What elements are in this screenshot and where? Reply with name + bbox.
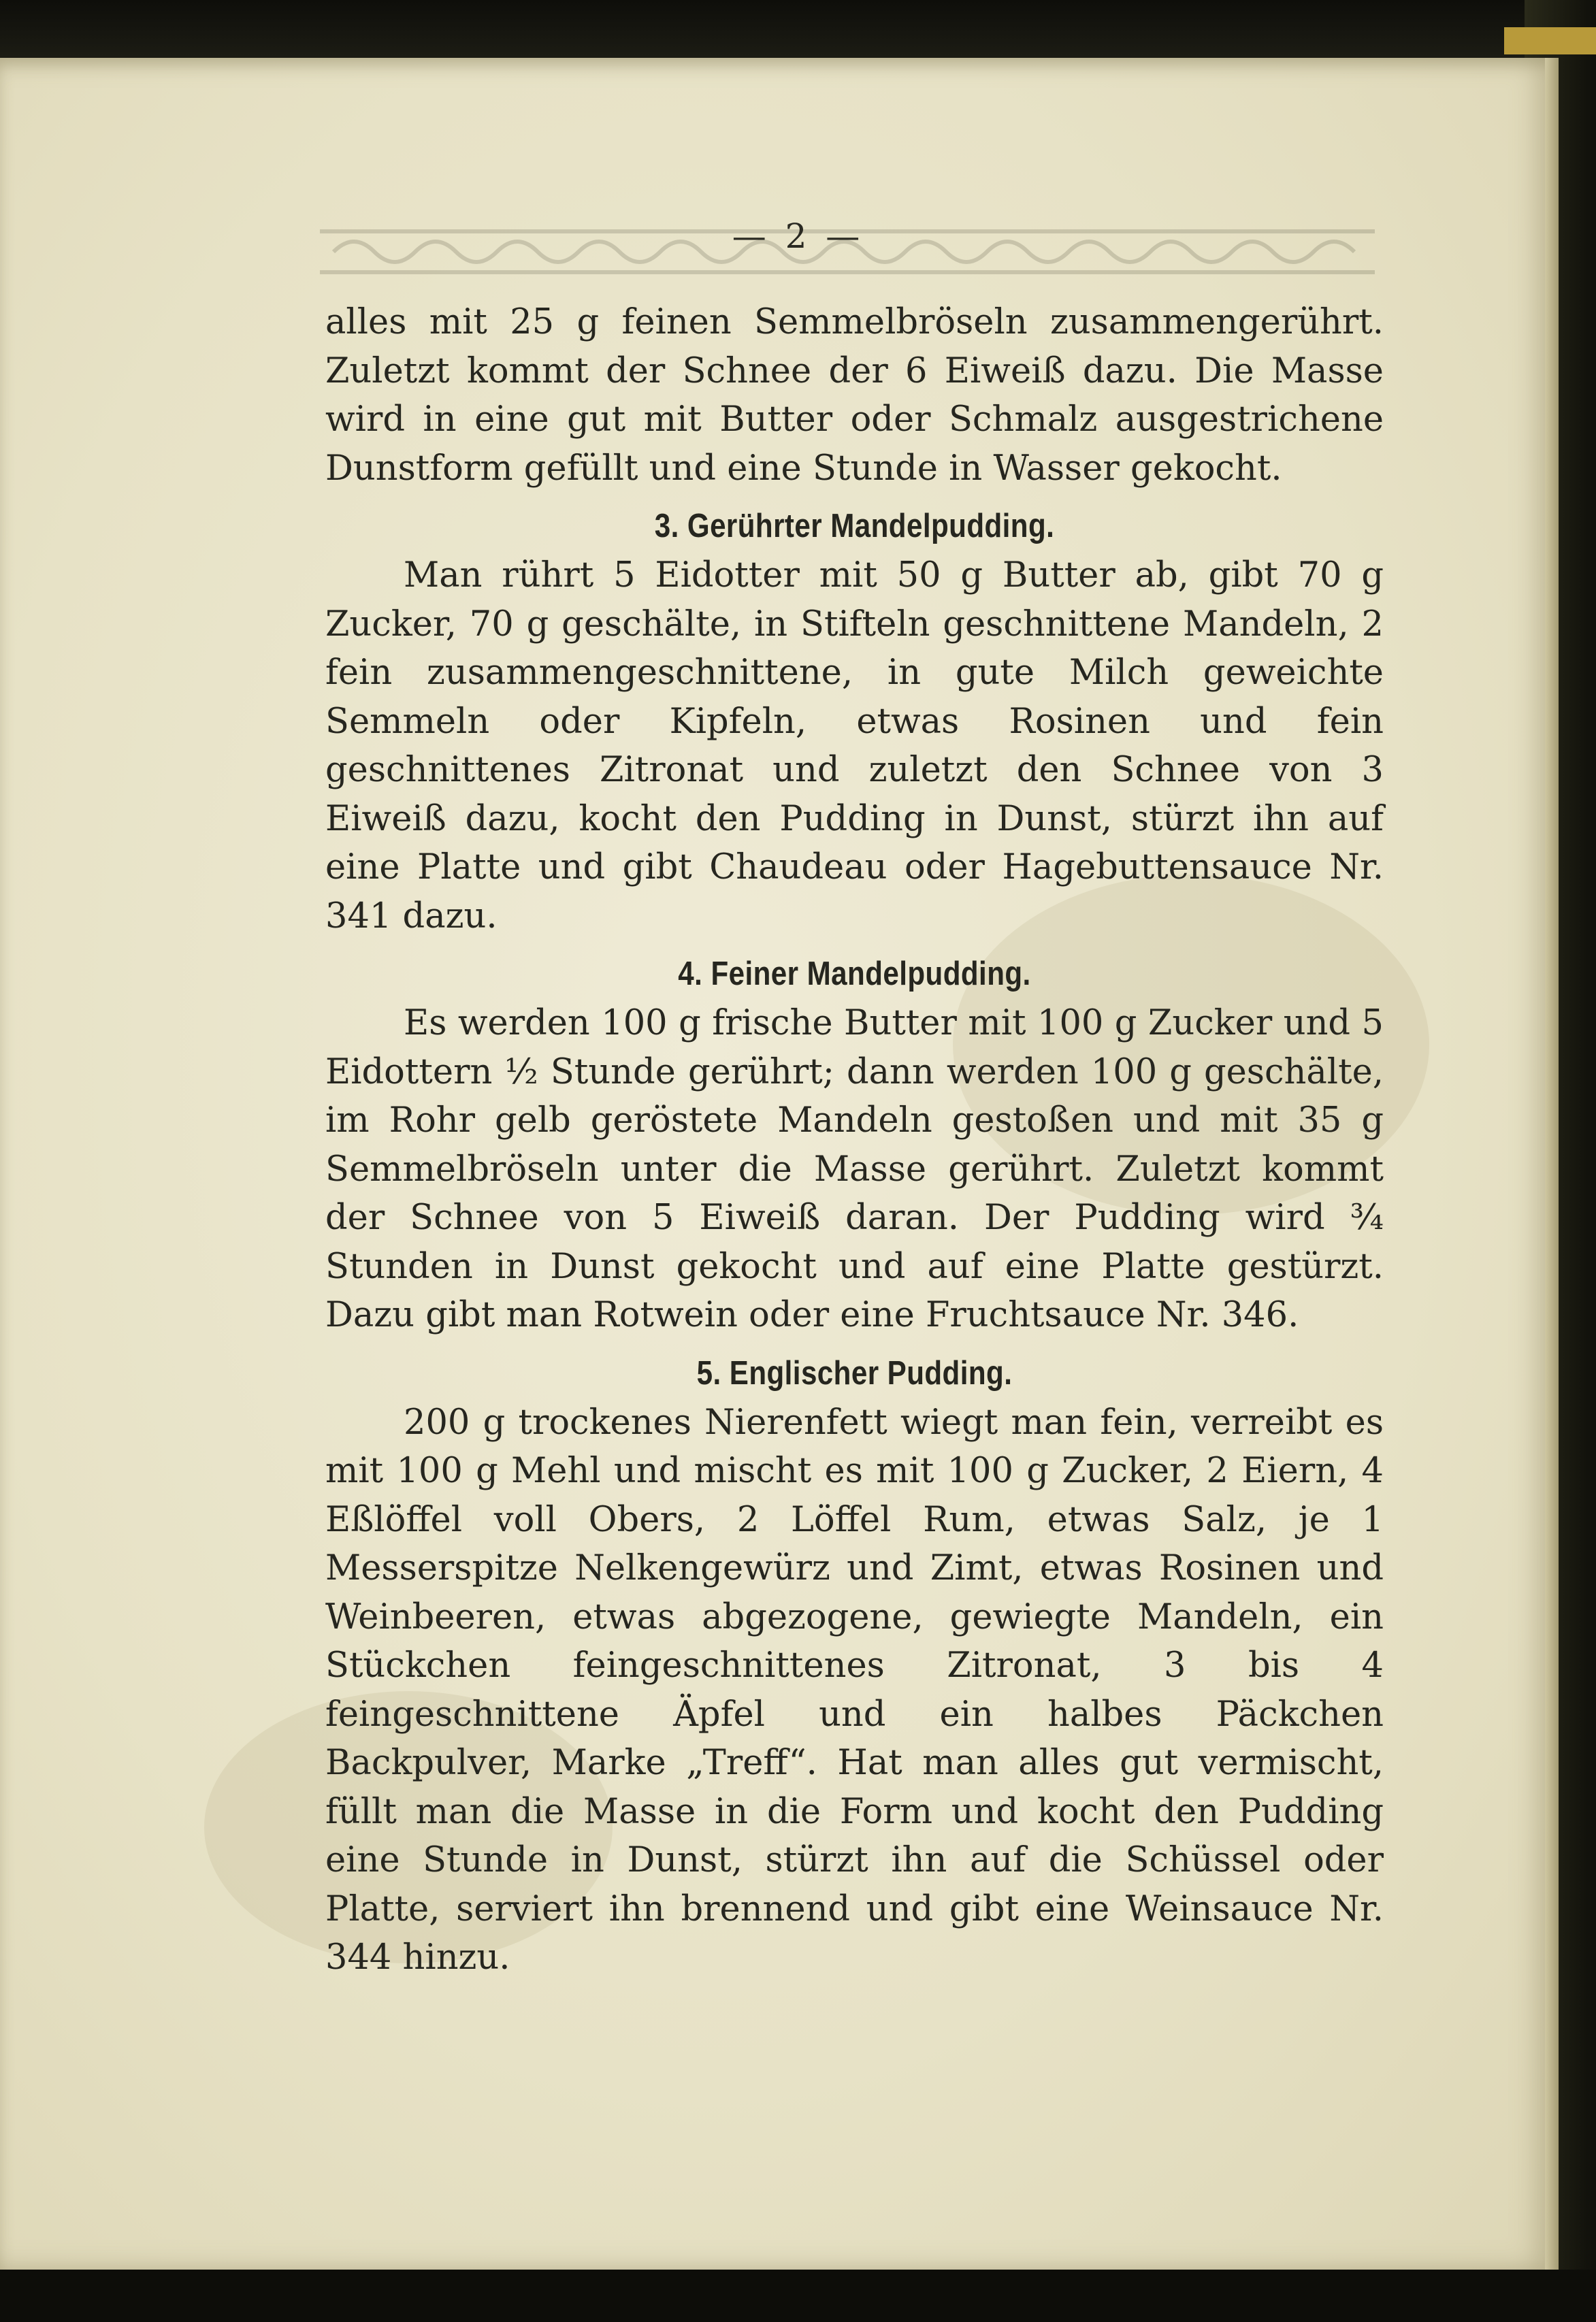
binding-tab	[1504, 27, 1596, 54]
section-heading: 5. Englischer Pudding.	[696, 1354, 1013, 1392]
page-edge	[1545, 58, 1559, 2270]
page-number: — 2 —	[732, 216, 864, 256]
intro-paragraph: alles mit 25 g feinen Semmelbröseln zusammengerührt. Zuletzt kommt der Schnee der 6 Eiweiß dazu. Die Masse wird in eine gut mit Butter oder Schmalz ausgestrichene Dunstform gefüllt und eine Stunde in Wasser gekocht.	[325, 302, 1384, 489]
section-heading: 4. Feiner Mandelpudding.	[678, 955, 1031, 992]
scan-frame-top	[0, 0, 1596, 58]
section-body: Man rührt 5 Eidotter mit 50 g Butter ab, gibt 70 g Zucker, 70 g geschälte, in Stifteln geschnittene Mandeln, 2 fein zusammengeschnittene, in gute Milch geweichte Semmeln oder Kipfeln, etwas Rosinen und fein geschnittenes Zitronat und zuletzt den Schnee von 3 Eiweiß dazu, kocht den Pudding in Dunst, stürzt ihn auf eine Platte und gibt Chaudeau oder Hagebuttensauce Nr. 341 dazu.	[325, 555, 1384, 936]
section-body: 200 g trockenes Nierenfett wiegt man fein, verreibt es mit 100 g Mehl und mischt es mit 100 g Zucker, 2 Eiern, 4 Eßlöffel voll Obers, 2 Löffel Rum, etwas Salz, je 1 Messerspitze Nelkengewürz und Zimt, etwas Rosinen und Weinbeeren, etwas abgezogene, gewiegte Mandeln, ein Stückchen feingeschnittenes Zitronat, 3 bis 4 feingeschnittene Äpfel und ein halbes Päckchen Backpulver, Marke „Treff“. Hat man alles gut vermischt, füllt man die Masse in die Form und kocht den Pudding eine Stunde in Dunst, stürzt ihn auf die Schüssel oder Platte, serviert ihn brennend und gibt eine Weinsauce Nr. 344 hinzu.	[325, 1402, 1384, 1978]
section-body: Es werden 100 g frische Butter mit 100 g Zucker und 5 Eidottern ½ Stunde gerührt; dann werden 100 g geschälte, im Rohr gelb geröstete Mandeln gestoßen und mit 35 g Semmelbröseln unter die Masse gerührt. Zuletzt kommt der Schnee von 5 Eiweiß daran. Der Pudding wird ¾ Stunden in Dunst gekocht und auf eine Platte gestürzt. Dazu gibt man Rotwein oder eine Fruchtsauce Nr. 346.	[325, 1003, 1384, 1335]
section-heading: 3. Gerührter Mandelpudding.	[654, 508, 1055, 544]
page-text	[325, 298, 1384, 1982]
scan-frame-bottom	[0, 2270, 1596, 2322]
